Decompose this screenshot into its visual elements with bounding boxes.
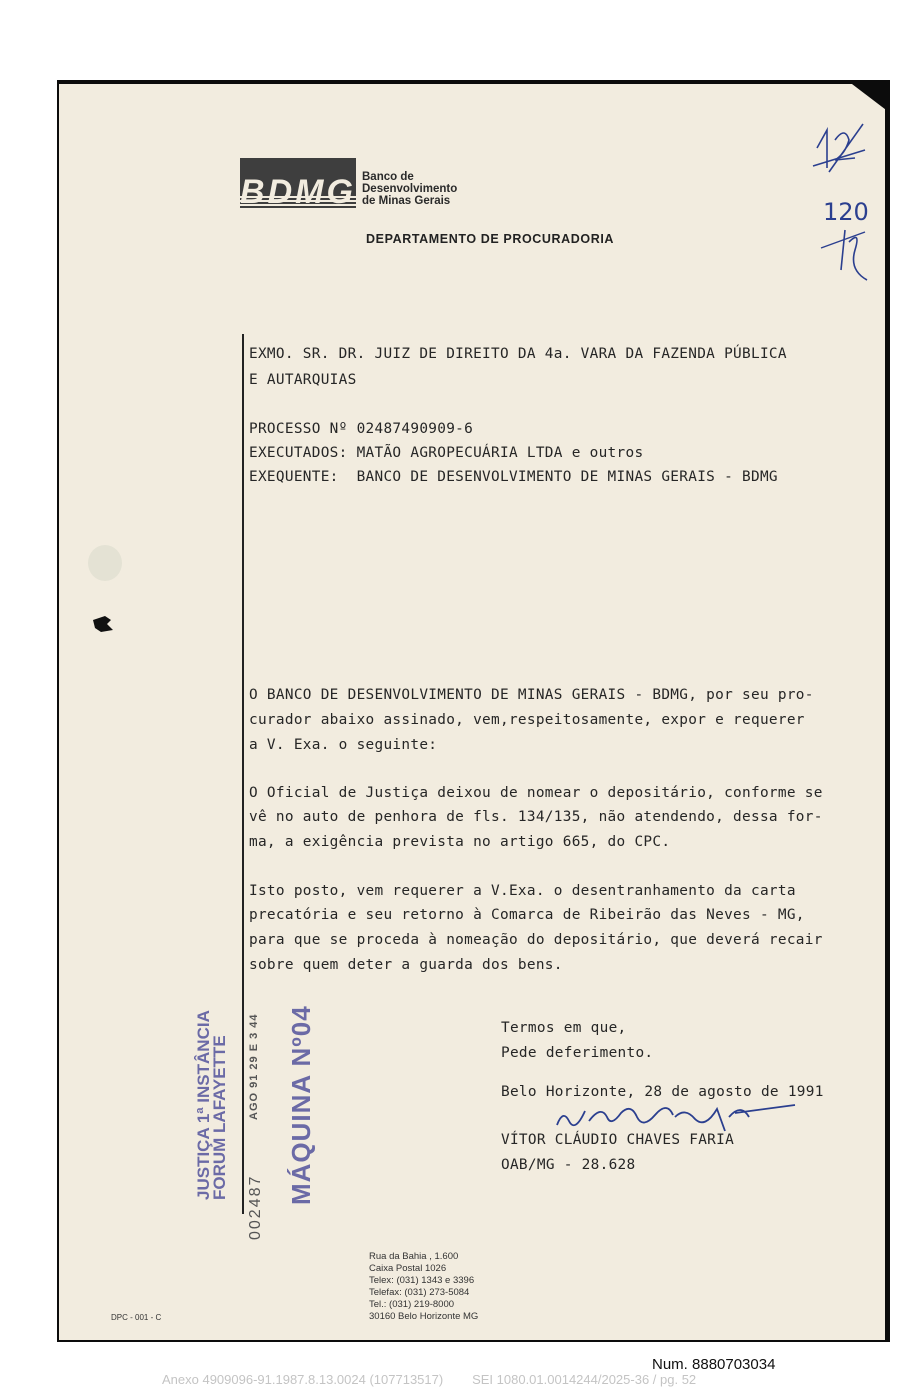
closing-line: Termos em que, (501, 1020, 627, 1036)
footer-address (369, 1251, 478, 1323)
address-line: Tel.: (031) 219-8000 (369, 1299, 455, 1310)
body-line: vê no auto de penhora de fls. 134/135, não atendendo, dessa for- (249, 809, 823, 825)
processo-number: PROCESSO Nº 02487490909-6 (249, 421, 474, 437)
address-line: Rua da Bahia , 1.600 (369, 1251, 459, 1262)
form-code: DPC - 001 - C (111, 1313, 162, 1322)
addressee-line: EXMO. SR. DR. JUIZ DE DIREITO DA 4a. VARA DA FAZENDA PÚBLICA (249, 346, 787, 362)
machine-stamp: MÁQUINA Nº04 (286, 1005, 316, 1205)
body-line: ma, a exigência prevista no artigo 665, do CPC. (249, 834, 671, 850)
body-line: precatória e seu retorno à Comarca de Ribeirão das Neves - MG, (249, 907, 805, 923)
bank-name-line: de Minas Gerais (362, 195, 451, 207)
bank-name-line: Banco de (362, 171, 414, 183)
closing-line: Pede deferimento. (501, 1045, 654, 1061)
logo-text: BDMG (240, 173, 356, 211)
place-date: Belo Horizonte, 28 de agosto de 1991 (501, 1084, 824, 1100)
bank-name (362, 171, 457, 207)
signer-oab: OAB/MG - 28.628 (501, 1157, 636, 1173)
sei-watermark: Anexo 4909096-91.1987.8.13.0024 (107713517) SEI 1080.01.0014244/2025-36 / pg. 52 (162, 1372, 697, 1387)
court-stamp-line: FORUM LAFAYETTE (210, 1035, 229, 1200)
page-number-text: 120 (823, 198, 869, 226)
department-title: DEPARTAMENTO DE PROCURADORIA (366, 232, 615, 246)
body-line: Isto posto, vem requerer a V.Exa. o desentranhamento da carta (249, 883, 796, 899)
address-line: Caixa Postal 1026 (369, 1263, 447, 1274)
court-stamp (196, 1010, 228, 1200)
body-line: O BANCO DE DESENVOLVIMENTO DE MINAS GERAIS - BDMG, por seu pro- (249, 687, 814, 703)
body-line: O Oficial de Justiça deixou de nomear o depositário, conforme se (249, 785, 823, 801)
protocol-number: 002487 (247, 1174, 264, 1240)
bank-name-line: Desenvolvimento (362, 183, 458, 195)
body-line: para que se proceda à nomeação do depositário, que deverá recair (249, 932, 823, 948)
body-line: sobre quem deter a guarda dos bens. (249, 957, 563, 973)
ink-blot (91, 614, 115, 634)
handwritten-page-number (805, 120, 875, 290)
exequente: EXEQUENTE: BANCO DE DESENVOLVIMENTO DE MINAS GERAIS - BDMG (249, 469, 778, 485)
body-line: a V. Exa. o seguinte: (249, 737, 438, 753)
protocol-date: AGO 91 29 E 3 44 (248, 1013, 260, 1120)
address-line: Telefax: (031) 273-5084 (369, 1287, 470, 1298)
court-stamp-line: JUSTIÇA 1ª INSTÂNCIA (194, 1010, 213, 1200)
address-line: 30160 Belo Horizonte MG (369, 1311, 479, 1322)
margin-rule (242, 334, 244, 1214)
address-line: Telex: (031) 1343 e 3396 (369, 1275, 475, 1286)
signer-name: VÍTOR CLÁUDIO CHAVES FARIA (501, 1132, 735, 1148)
body-line: curador abaixo assinado, vem,respeitosamente, expor e requerer (249, 712, 805, 728)
document-number: Num. 8880703034 (652, 1356, 776, 1373)
addressee-line: E AUTARQUIAS (249, 372, 357, 388)
paper-smudge (88, 545, 122, 581)
executados: EXECUTADOS: MATÃO AGROPECUÁRIA LTDA e outros (249, 445, 644, 461)
